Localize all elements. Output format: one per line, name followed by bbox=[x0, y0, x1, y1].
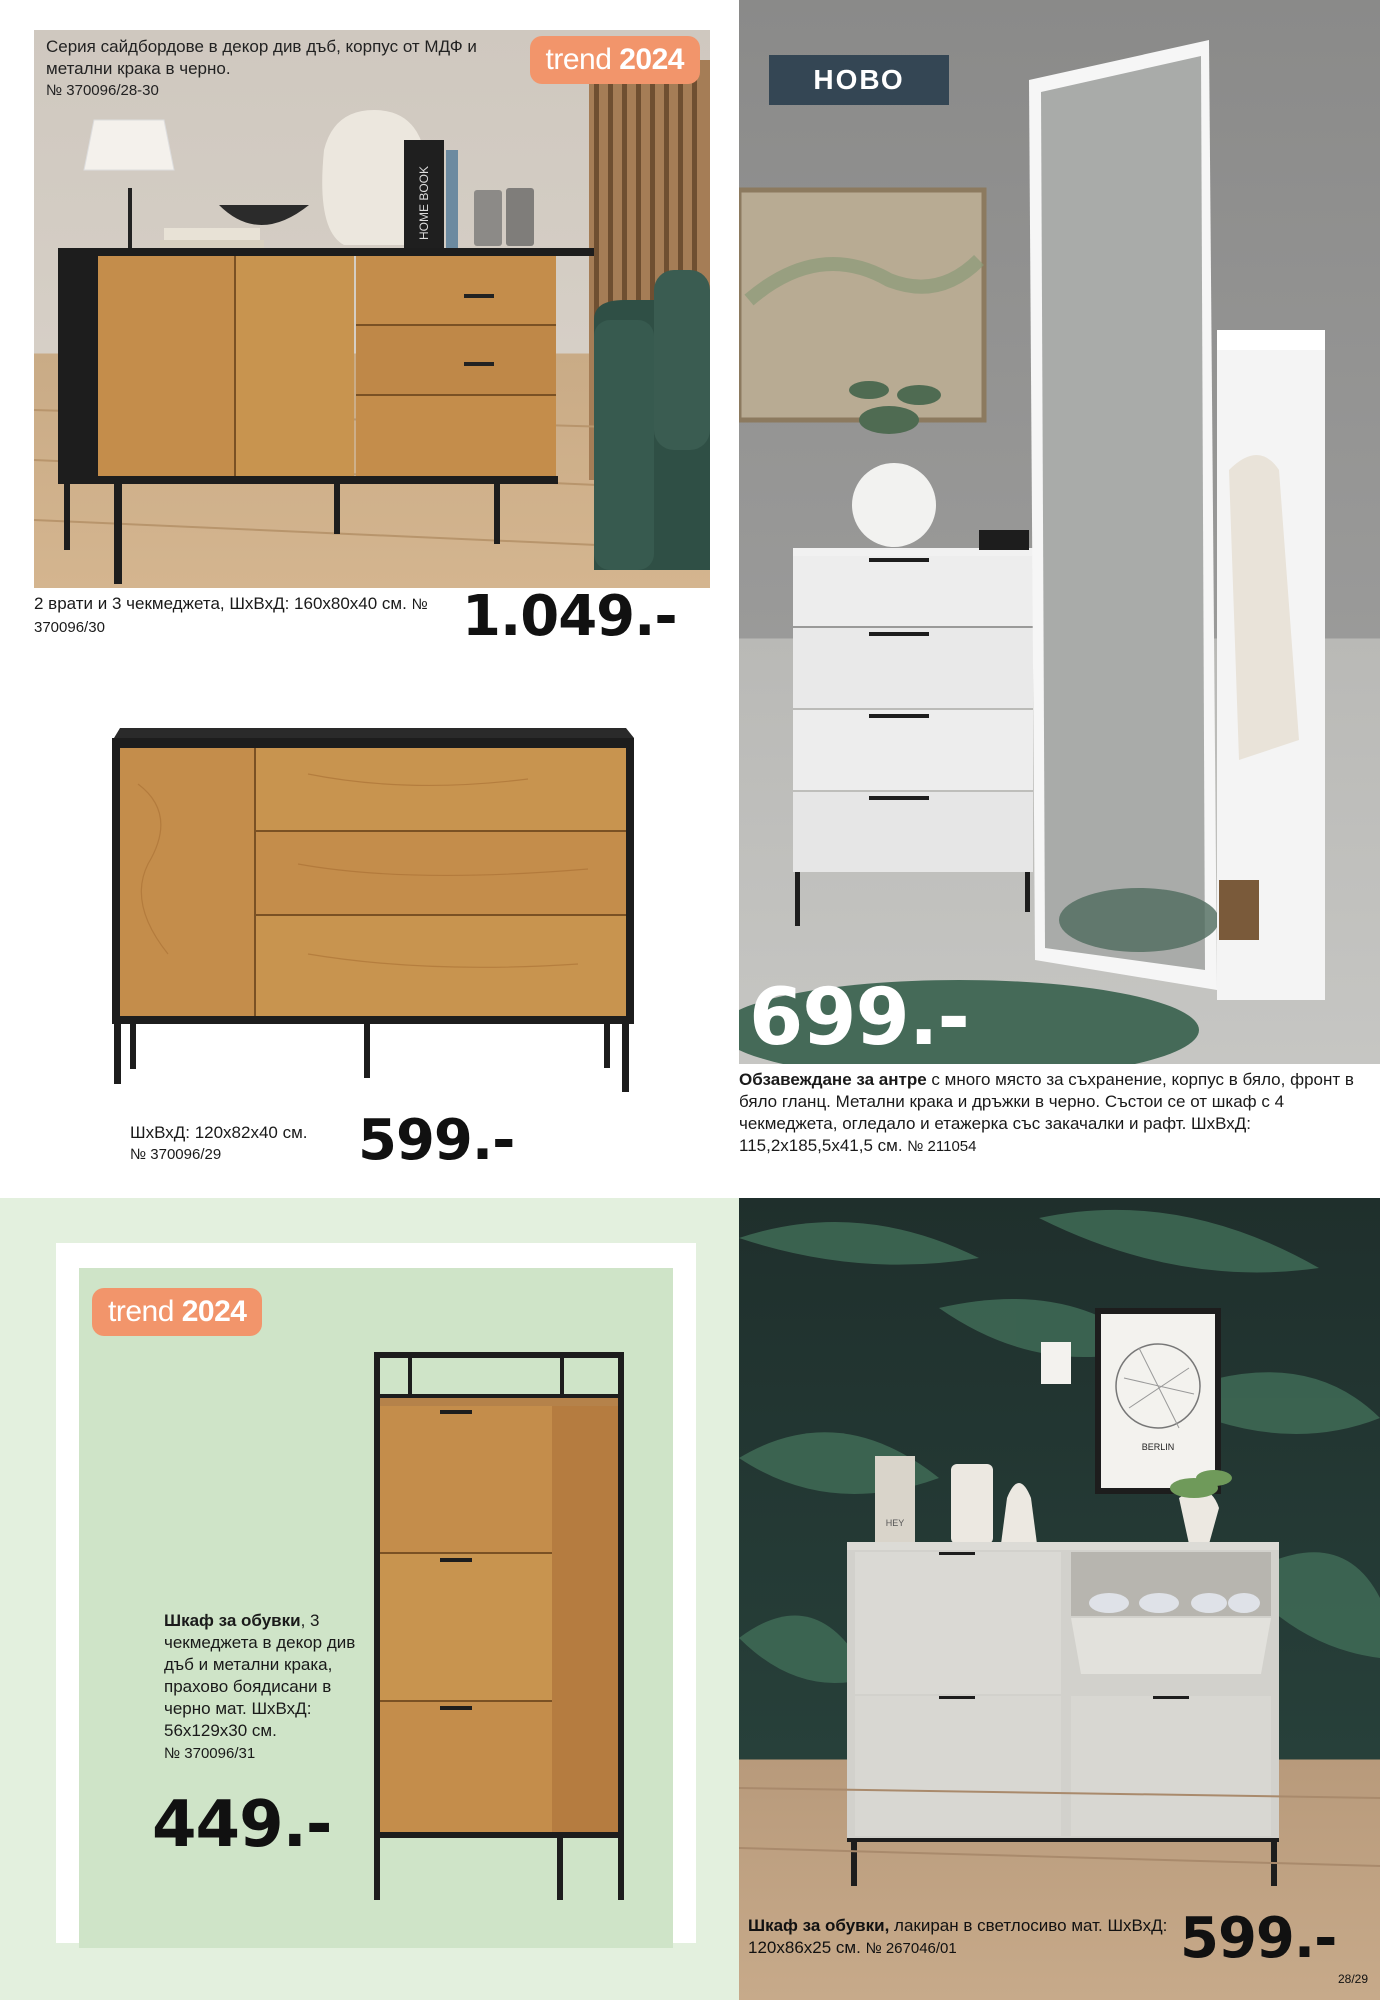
shoe-cabinet-grey-price: 599.- bbox=[1180, 1906, 1337, 1971]
book-label: HEY bbox=[885, 1518, 905, 1528]
shoe-cabinet-oak-desc: , 3 чекмеджета в декор див дъб и метални крака, прахово боядисани в черно мат. ШхВхД: 56х129х30 см. bbox=[164, 1611, 356, 1740]
sideboard-small-article: № 370096/29 bbox=[130, 1146, 222, 1163]
shoe-cabinet-oak-article: № 370096/31 bbox=[164, 1745, 256, 1762]
shoe-cabinet-grey-illustration bbox=[739, 1198, 1380, 2000]
series-caption-text: Серия сайдбордове в декор див дъб, корпус от МДФ и метални крака в черно. bbox=[46, 37, 477, 78]
trend-badge-2-year: 2024 bbox=[181, 1295, 247, 1328]
sideboard-large-info bbox=[34, 593, 454, 639]
sideboard-room-photo bbox=[34, 30, 710, 588]
entrance-furniture-price: 699.- bbox=[749, 973, 969, 1063]
page-number: 28/29 bbox=[1338, 1972, 1369, 1986]
poster-label: BERLIN bbox=[1141, 1442, 1175, 1452]
sideboard-small-specs: ШхВхД: 120х82х40 см. bbox=[130, 1123, 308, 1142]
entrance-furniture-photo bbox=[739, 0, 1380, 1064]
entrance-furniture-title: Обзавеждане за антре bbox=[739, 1070, 927, 1089]
entrance-room-illustration bbox=[739, 0, 1380, 1064]
shoe-cabinet-oak-info bbox=[164, 1610, 364, 1765]
shoe-cabinet-oak-title: Шкаф за обувки bbox=[164, 1611, 301, 1630]
shoe-cabinet-grey-title: Шкаф за обувки, bbox=[748, 1916, 890, 1935]
trend-badge-2-label: trend bbox=[108, 1295, 174, 1328]
entrance-furniture-article: № 211054 bbox=[907, 1138, 977, 1155]
sideboard-small-product-image bbox=[108, 724, 638, 1094]
sideboard-large-specs: 2 врати и 3 чекмеджета, ШхВхД: 160х80х40 см. bbox=[34, 594, 407, 613]
shoe-cabinet-grey-article: № 267046/01 bbox=[865, 1940, 957, 1957]
sideboard-room-illustration bbox=[34, 30, 710, 588]
shoe-cabinet-oak-image bbox=[370, 1350, 630, 1902]
trend-badge-label: trend bbox=[545, 43, 612, 76]
series-caption bbox=[46, 36, 526, 102]
shoe-cabinet-grey-desc: лакиран в светлосиво мат. ШхВхД: 120х86х25 см. bbox=[748, 1916, 1168, 1957]
shoe-cabinet-oak-price: 449.- bbox=[152, 1788, 332, 1862]
sideboard-small-price: 599.- bbox=[358, 1108, 515, 1173]
sideboard-small-info bbox=[130, 1122, 370, 1165]
entrance-furniture-desc: с много място за съхранение, корпус в бяло, фронт в бяло гланц. Метални крака и дръжки в черно. Състои се от шкаф с 4 чекмеджета, огледало и етажерка със закачалки и рафт. ШхВхД: 115,2х185,5х41,5 см. bbox=[739, 1070, 1354, 1155]
series-article-number: № 370096/28-30 bbox=[46, 82, 159, 99]
shoe-cabinet-grey-info bbox=[748, 1915, 1188, 1960]
trend-badge-year: 2024 bbox=[619, 43, 684, 76]
sideboard-large-article: № 370096/30 bbox=[34, 596, 428, 636]
book-spine-text: HOME BOOK bbox=[417, 165, 431, 240]
shoe-cabinet-grey-photo bbox=[739, 1198, 1380, 2000]
entrance-furniture-info bbox=[739, 1069, 1359, 1158]
sideboard-large-price: 1.049.- bbox=[462, 584, 677, 649]
new-badge: НОВО bbox=[769, 55, 949, 105]
trend-badge-2 bbox=[92, 1288, 262, 1336]
trend-badge bbox=[530, 36, 700, 84]
